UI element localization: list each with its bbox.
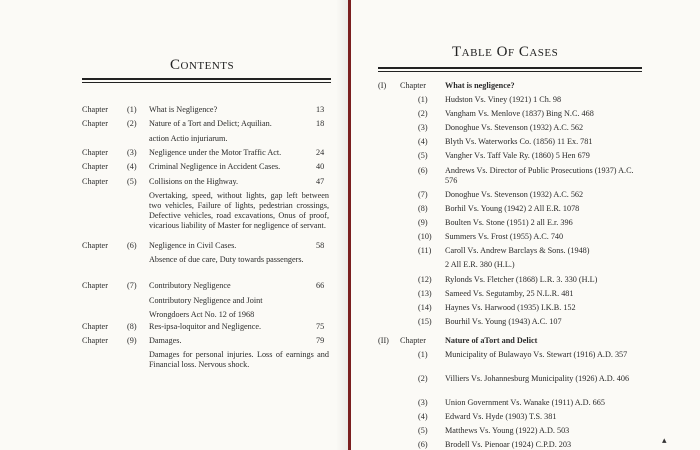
contents-chapter-num: (9) (127, 336, 137, 345)
contents-chapter-num: (6) (127, 241, 137, 250)
case-number: (1) (418, 350, 428, 359)
case-citation: Hudston Vs. Viney (1921) 1 Ch. 98 (445, 95, 562, 104)
contents-chapter-num: (3) (127, 148, 137, 157)
case-citation: Donoghue Vs. Stevenson (1932) A.C. 562 (445, 123, 584, 132)
cases-title: Table Of Cases (452, 44, 559, 60)
contents-entry-title: Res-ipsa-loquitor and Negligence. (149, 322, 262, 331)
case-citation: Vangher Vs. Taff Vale Ry. (1860) 5 Hen 679 (445, 151, 590, 160)
case-number: (6) (418, 166, 428, 175)
contents-chapter-num: (8) (127, 322, 137, 331)
case-number: (2) (418, 374, 428, 383)
contents-entry-description: Absence of due care, Duty towards passengers. (149, 255, 304, 264)
case-citation: Caroll Vs. Andrew Barclays & Sons. (1948) (445, 246, 590, 255)
book-spine (348, 0, 351, 450)
case-number: (9) (418, 218, 428, 227)
case-number: (4) (418, 137, 428, 146)
contents-chapter-label: Chapter (82, 162, 108, 171)
case-citation: Sameed Vs. Segutamby, 25 N.L.R. 481 (445, 289, 574, 298)
cases-section-number: (II) (378, 336, 389, 345)
cases-section-number: (I) (378, 81, 387, 90)
contents-entry-page: 18 (316, 119, 325, 128)
contents-entry-title: Contributory Negligence (149, 281, 231, 290)
case-citation: Blyth Vs. Waterworks Co. (1856) 11 Ex. 781 (445, 137, 593, 146)
cases-rule-thick (378, 67, 642, 69)
case-number: (5) (418, 426, 428, 435)
contents-entry-description: Damages for personal injuries. Loss of earnings and Financial loss. Nervous shock. (149, 350, 329, 369)
contents-entry-title: Negligence under the Motor Traffic Act. (149, 148, 282, 157)
contents-chapter-label: Chapter (82, 336, 108, 345)
cases-chapter-label: Chapter (400, 81, 426, 90)
contents-entry-title: Nature of a Tort and Delict; Aquilian. (149, 119, 272, 128)
contents-chapter-num: (4) (127, 162, 137, 171)
case-citation: Bourhil Vs. Young (1943) A.C. 107 (445, 317, 562, 326)
contents-chapter-label: Chapter (82, 119, 108, 128)
case-number: (7) (418, 190, 428, 199)
contents-rule-thick (82, 78, 331, 80)
contents-chapter-label: Chapter (82, 322, 108, 331)
contents-rule-thin (82, 82, 331, 83)
contents-entry-page: 58 (316, 241, 325, 250)
contents-entry-page: 75 (316, 322, 325, 331)
contents-chapter-num: (2) (127, 119, 137, 128)
case-citation: Municipality of Bulawayo Vs. Stewart (1916) A.D. 357 (445, 350, 628, 359)
case-citation: Rylonds Vs. Fletcher (1868) L.R. 3. 330 (H.L) (445, 275, 598, 284)
contents-entry-title: What is Negligence? (149, 105, 218, 114)
case-citation: Villiers Vs. Johannesburg Municipality (1926) A.D. 406 (445, 374, 630, 383)
contents-entry-title: Collisions on the Highway. (149, 177, 239, 186)
contents-chapter-label: Chapter (82, 281, 108, 290)
contents-entry-page: 47 (316, 177, 325, 186)
cases-rule-thin (378, 71, 642, 72)
case-citation: Edward Vs. Hyde (1903) T.S. 381 (445, 412, 557, 421)
case-citation: Summers Vs. Frost (1955) A.C. 740 (445, 232, 564, 241)
contents-entry-page: 66 (316, 281, 325, 290)
contents-chapter-label: Chapter (82, 177, 108, 186)
contents-entry-continuation: Wrongdoers Act No. 12 of 1968 (149, 310, 255, 319)
case-citation: Borhil Vs. Young (1942) 2 All E.R. 1078 (445, 204, 580, 213)
case-citation: Haynes Vs. Harwood (1935) I.K.B. 152 (445, 303, 576, 312)
page-corner-mark: ▴ (662, 435, 667, 445)
cases-chapter-label: Chapter (400, 336, 426, 345)
contents-chapter-label: Chapter (82, 105, 108, 114)
case-citation: Brodell Vs. Pienoar (1924) C.P.D. 203 (445, 440, 572, 449)
case-number: (4) (418, 412, 428, 421)
case-citation: Andrews Vs. Director of Public Prosecutions (1937) A.C. 576 (445, 166, 634, 185)
contents-entry-continuation: action Actio injuriarum. (149, 134, 228, 143)
case-citation: Matthews Vs. Young (1922) A.D. 503 (445, 426, 570, 435)
contents-chapter-num: (1) (127, 105, 137, 114)
case-citation: Donoghue Vs. Stevenson (1932) A.C. 562 (445, 190, 584, 199)
contents-entry-description: Overtaking, speed, without lights, gap left between two vehicles, Failure of lights, pedestrian crossings, Defective vehicles, road excavations, Onus of proof, vicarious liability of Master for negligence of servant. (149, 191, 329, 230)
contents-entry-page: 79 (316, 336, 325, 345)
contents-entry-title: Damages. (149, 336, 182, 345)
case-number: (6) (418, 440, 428, 449)
case-number: (8) (418, 204, 428, 213)
cases-section-heading: What is negligence? (445, 81, 515, 90)
spine-shadow (336, 0, 348, 450)
contents-chapter-label: Chapter (82, 241, 108, 250)
contents-entry-page: 13 (316, 105, 325, 114)
case-citation: Vangham Vs. Menlove (1837) Bing N.C. 468 (445, 109, 594, 118)
case-number: (14) (418, 303, 432, 312)
cases-section-heading: Nature of aTort and Delict (445, 336, 538, 345)
contents-entry-continuation: Contributory Negligence and Joint (149, 296, 263, 305)
contents-entry-title: Negligence in Civil Cases. (149, 241, 237, 250)
case-number: (1) (418, 95, 428, 104)
case-citation: Union Government Vs. Wanake (1911) A.D. 665 (445, 398, 605, 407)
contents-chapter-num: (5) (127, 177, 137, 186)
case-number: (3) (418, 398, 428, 407)
contents-entry-page: 40 (316, 162, 325, 171)
contents-entry-page: 24 (316, 148, 325, 157)
case-number: (5) (418, 151, 428, 160)
case-number: (11) (418, 246, 432, 255)
case-citation-continuation: 2 All E.R. 380 (H.L.) (445, 260, 515, 269)
contents-entry-title: Criminal Negligence in Accident Cases. (149, 162, 281, 171)
case-number: (10) (418, 232, 432, 241)
case-citation: Boulten Vs. Stone (1951) 2 all E.r. 396 (445, 218, 573, 227)
case-number: (13) (418, 289, 432, 298)
case-number: (15) (418, 317, 432, 326)
case-number: (3) (418, 123, 428, 132)
case-number: (12) (418, 275, 432, 284)
contents-title: Contents (170, 57, 235, 73)
contents-chapter-num: (7) (127, 281, 137, 290)
case-number: (2) (418, 109, 428, 118)
contents-chapter-label: Chapter (82, 148, 108, 157)
